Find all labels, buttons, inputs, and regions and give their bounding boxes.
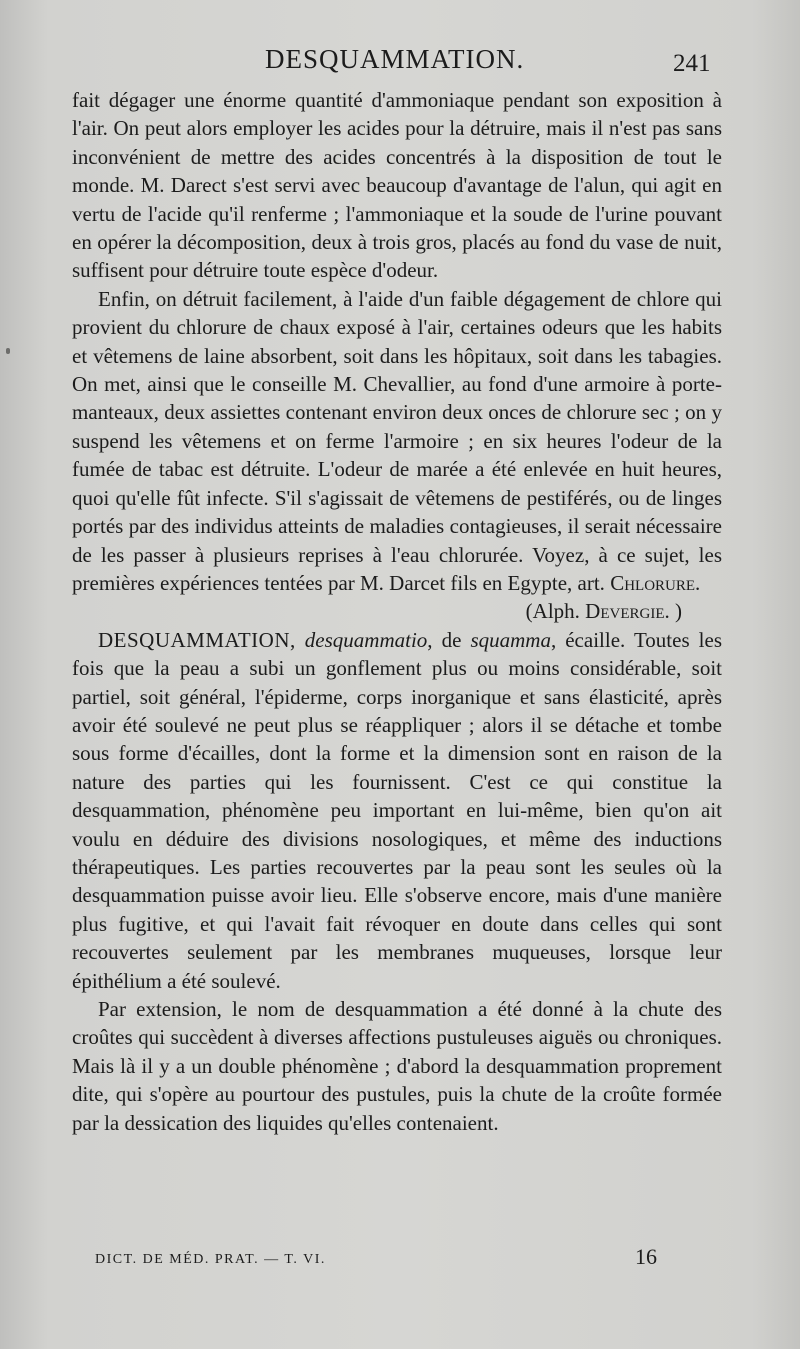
entry-paragraph: DESQUAMMATION, desquammatio, de squamma, écaille. Toutes les fois que la peau a subi un gonflement plus ou moins considérable, soit partiel, soit général, l'épiderme, corps inorganique et sans élasticité, après avoir été soulevé ne peut plus se réappliquer ; alors il se détache et tombe sous forme d'écailles, dont la forme et la dimension sont en raison de la nature des parties qui les fournissent. C'est ce qui constitue la desquammation, phénomène peu important en lui-même, bien qu'on ait voulu en déduire des divisions nosologiques, et même des inductions thérapeutiques. Les parties recouvertes par la peau sont les seules où la desquammation puisse avoir lieu. Elle s'observe encore, mais d'une manière plus fugitive, et qui l'avait fait révoquer en doute dans celles qui sont recouvertes seulement par les membranes muqueuses, lorsque leur épithélium a été soulevé.	[72, 627, 722, 993]
entry-definition: Toutes les fois que la peau a subi un gonflement plus ou moins considérable, soit partiel, soit général, l'épiderme, corps inorganique et sans élasticité, après avoir été soulevé ne peut plus se réappliquer ; alors il se détache et tombe sous forme d'écailles, dont la forme et la dimension sont en raison de la nature des parties qui les fournissent. C'est ce qui constitue la desquammation, phénomène peu important en lui-même, bien qu'on ait voulu en déduire des divisions nosologiques, et même des inductions thérapeutiques. Les parties recouvertes par la peau sont les seules où la desquammation puisse avoir lieu. Elle s'observe encore, mais d'une manière plus fugitive, et qui l'avait fait révoquer en doute dans celles qui sont recouvertes seulement par les membranes muqueuses, lorsque leur épithélium a été soulevé.	[72, 627, 722, 993]
signature-open: (	[525, 599, 533, 624]
continued-paragraph: fait dégager une énorme quantité d'ammoniaque pendant son exposition à l'air. On peut alors employer les acides pour la détruire, mais il n'est pas sans inconvénient de mettre des acides concentrés à la disposition de tout le monde. M. Darect s'est servi avec beaucoup d'avantage de l'alun, qui agit en vertu de l'acide qu'il renferme ; l'ammoniaque et la soude de l'urine pouvant en opérer la décomposition, deux à trois gros, placés au fond du vase de nuit, suffisent pour détruire toute espèce d'odeur.	[72, 88, 722, 283]
page-body	[72, 86, 722, 1137]
etymology-root: squamma	[470, 627, 551, 652]
author-signature	[72, 597, 682, 625]
extension-paragraph: Par extension, le nom de desquammation a été donné à la chute des croûtes qui succèdent à diverses affections pustuleuses aiguës ou chroniques. Mais là il y a un double phénomène ; d'abord la desquammation proprement dite, qui s'opère au pourtour des pustules, puis la chute de la croûte formée par la dessication des liquides qu'elles contenaient.	[72, 997, 722, 1135]
etymology-gloss: écaille.	[565, 627, 626, 652]
entry-headword: DESQUAMMATION,	[98, 627, 296, 652]
page-footer	[95, 1244, 665, 1274]
cross-reference: Chlorure.	[610, 570, 701, 595]
signature-initials: Alph.	[532, 599, 580, 624]
etymology-prefix: de	[441, 627, 462, 652]
signature-name: Devergie.	[585, 599, 670, 624]
margin-ink-spot	[6, 348, 10, 354]
chlore-paragraph	[72, 285, 722, 597]
chlore-paragraph-text: Enfin, on détruit facilement, à l'aide d'un faible dégagement de chlore qui provient du chlorure de chaux exposé à l'air, certaines odeurs que les habits et vêtemens de laine absorbent, soit dans les hôpitaux, soit dans les tabagies. On met, ainsi que le conseille M. Chevallier, au fond d'une armoire à porte-manteaux, deux assiettes contenant environ deux onces de chlorure sec ; on y suspend les vêtemens et on ferme l'armoire ; en six heures l'odeur de la fumée de tabac est détruite. L'odeur de marée a été enlevée en huit heures, quoi qu'elle fût infecte. S'il s'agissait de vêtemens de pestiférés, ou de linges portés par des individus atteints de maladies contagieuses, il serait nécessaire de les passer à plusieurs reprises à l'eau chlorurée. Voyez, à ce sujet, les premières expériences tentées par M. Darcet fils en Egypte, art.	[72, 286, 722, 595]
running-head: DESQUAMMATION.	[265, 44, 525, 74]
printer-signature-line: DICT. DE MÉD. PRAT. — T. VI.	[95, 1252, 326, 1267]
signature-close: )	[675, 599, 682, 624]
page-header	[0, 44, 800, 84]
sheet-number: 16	[635, 1244, 657, 1269]
entry-latin-term: desquammatio	[304, 627, 428, 652]
page-number: 241	[673, 50, 711, 77]
